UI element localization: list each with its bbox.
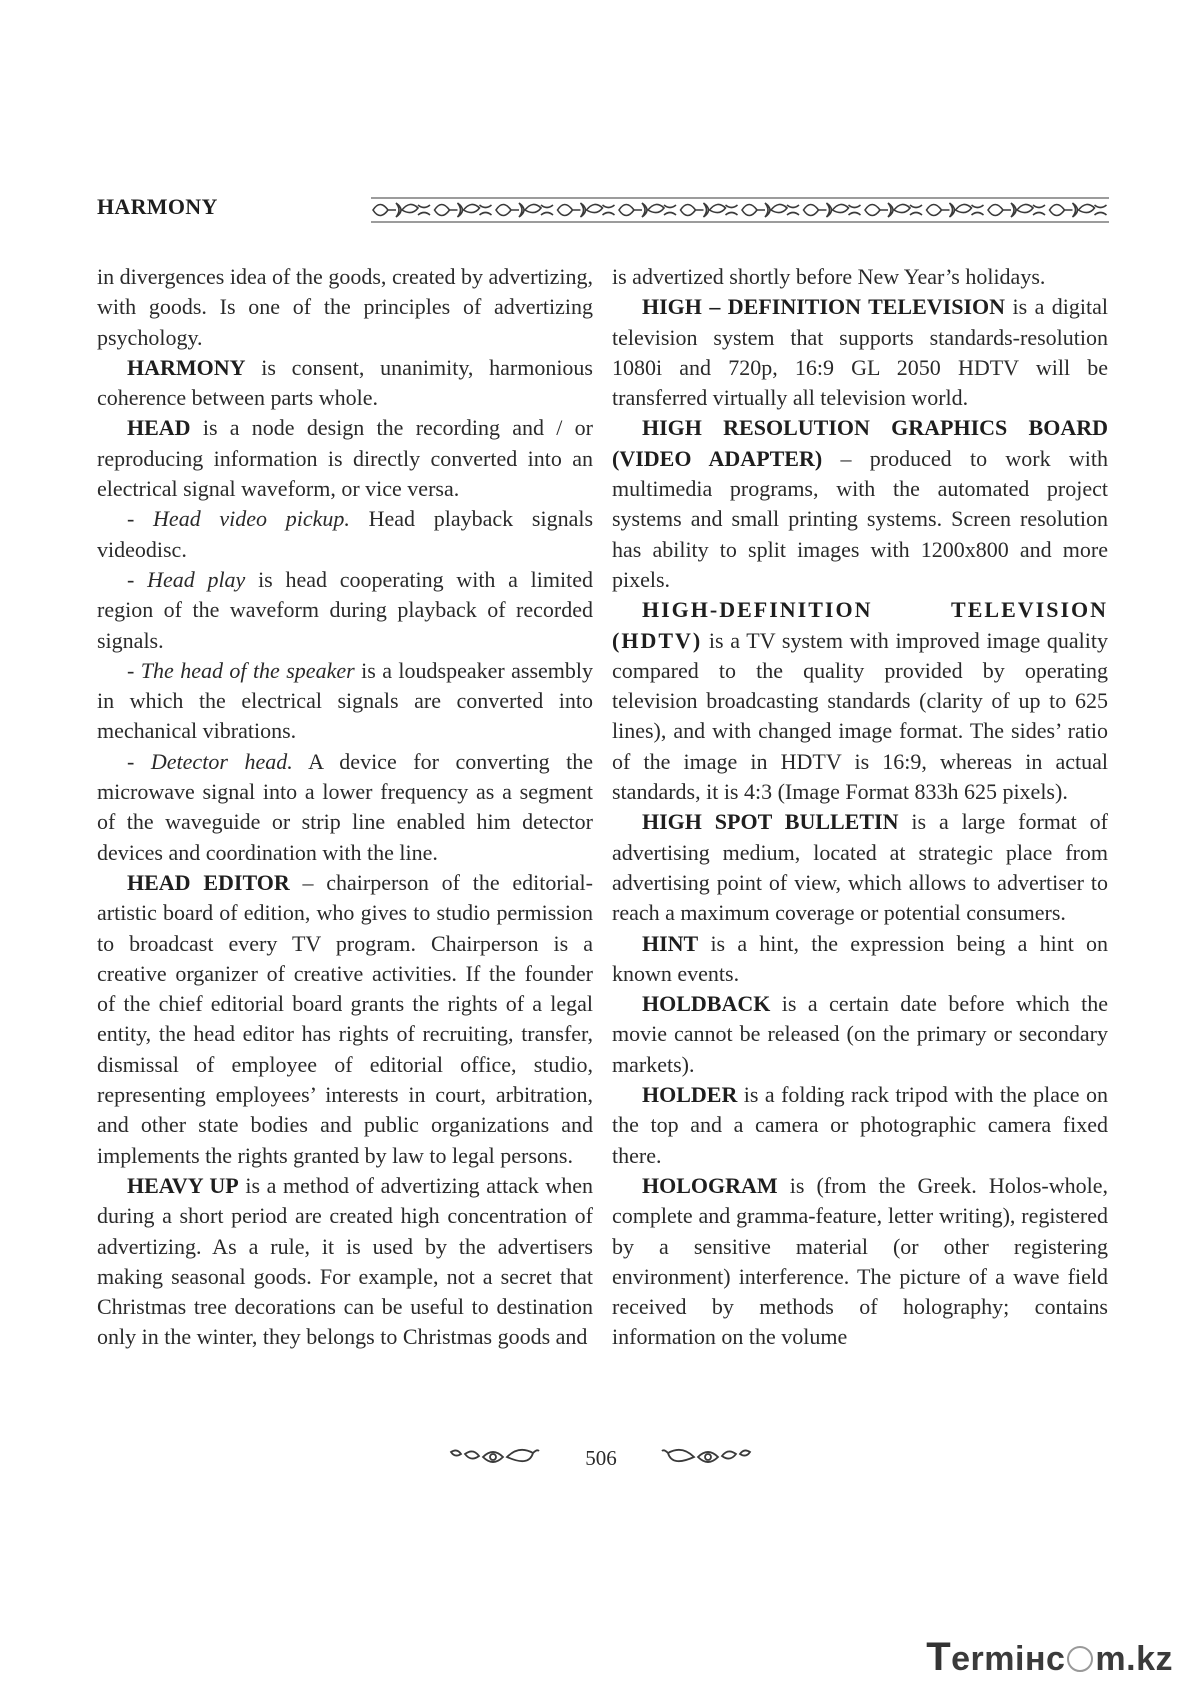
page-header [97, 190, 1109, 230]
entry-paragraph: HOLDER is a folding rack tripod with the place on the top and a camera or photographic camera fixed there. [612, 1082, 1108, 1168]
entry-paragraph: HIGH-DEFINITION TELEVISION (HDTV) is a TV system with improved image quality compared to the quality provided by operating television broadcasting standards (clarity of up to 625 lines), and with changed image format. The sides’ ratio of the image in HDTV is 16:9, whereas in actual standards, it is 4:3 (Image Format 833h 625 pixels). [612, 597, 1108, 805]
page-number: 506 [585, 1446, 617, 1470]
left-column [97, 262, 593, 1353]
entry-subterm: Head video pickup. [153, 506, 350, 532]
watermark-logo: Termінс m.kz [926, 1635, 1173, 1679]
entry-paragraph: HEAVY UP is a method of advertizing attack when during a short period are created high concentration of advertizing. As a rule, it is used by the advertisers making seasonal goods. For example, not a secret that Christmas tree decorations can be useful to destination only in the winter, they belongs to Christmas goods and [97, 1172, 593, 1350]
entry-subterm: Detector head. [150, 748, 293, 774]
entry-subterm: Head play [147, 566, 246, 592]
entry-term: HIGH – DEFINITION TELEVISION [642, 294, 1006, 320]
entry-paragraph: HOLDBACK is a certain date before which the movie cannot be released (on the primary or secondary markets). [612, 991, 1108, 1077]
entry-term: HINT [642, 930, 699, 956]
ornament-border-icon [371, 196, 1109, 224]
entry-paragraph: HIGH RESOLUTION GRAPHICS BOARD (VIDEO ADAPTER) – produced to work with multimedia programs, with the automated project systems and small printing systems. Screen resolution has ability to split images with 1200x800 and more pixels. [612, 415, 1108, 592]
globe-icon [1067, 1646, 1093, 1672]
entry-paragraph: - Head play is head cooperating with a limited region of the waveform during playback of recorded signals. [97, 566, 593, 653]
entry-paragraph: HINT is a hint, the expression being a hint on known events. [612, 930, 1108, 986]
running-head: HARMONY [97, 194, 218, 219]
entry-paragraph: - Detector head. A device for converting the microwave signal into a lower frequency as a segment of the waveguide or strip line enabled him detector devices and coordination with the line. [97, 748, 594, 865]
entry-paragraph: is advertized shortly before New Year’s holidays. [612, 264, 1046, 289]
entry-paragraph: HARMONY is consent, unanimity, harmonious coherence between parts whole. [97, 354, 593, 411]
entry-term: HOLDER [642, 1082, 738, 1108]
page-footer [0, 1440, 1191, 1480]
entry-term: HEAD EDITOR [127, 869, 290, 895]
entry-term: HOLOGRAM [642, 1172, 778, 1198]
entry-term: HEAD [127, 415, 191, 441]
entry-term: HOLDBACK [642, 991, 771, 1017]
entry-subterm: The head of the speaker [140, 657, 355, 683]
entry-paragraph: HOLOGRAM is (from the Greek. Holos-whole, complete and gramma-feature, letter writing), registered by a sensitive material (or other registering environment) interference. The picture of a wave field received by methods of holography; contains information on the volume [612, 1172, 1108, 1350]
entry-term: HIGH-DEFINITION TELEVISION (HDTV) [612, 597, 1108, 653]
entry-paragraph: HIGH – DEFINITION TELEVISION is a digital television system that supports standards-resolution 1080i and 720p, 16:9 GL 2050 HDTV will be transferred virtually all television world. [612, 294, 1108, 411]
footer-ornament-left-icon [447, 1444, 541, 1470]
entry-term: HIGH RESOLUTION GRAPHICS BOARD (VIDEO ADAPTER) [612, 415, 1108, 471]
entry-paragraph: HEAD EDITOR – chairperson of the editorial-artistic board of edition, who gives to studio permission to broadcast every TV program. Chairperson is a creative organizer of creative activities. If the founder of the chief editorial board grants the rights of a legal entity, the head editor has rights of recruiting, transfer, dismissal of employee of editorial office, studio, representing employees’ interests in court, arbitration, and other state bodies and public organizations and implements the rights granted by law to legal persons. [97, 869, 593, 1168]
footer-ornament-right-icon [660, 1444, 754, 1470]
entry-term: HIGH SPOT BULLETIN [642, 809, 899, 835]
entry-paragraph: HIGH SPOT BULLETIN is a large format of advertising medium, located at strategic place from advertising point of view, which allows to advertiser to reach a maximum coverage or potential consumers. [612, 809, 1108, 926]
entry-paragraph: - Head video pickup. Head playback signals videodisc. [97, 506, 594, 562]
entry-paragraph: - The head of the speaker is a loudspeaker assembly in which the electrical signals are converted into mechanical vibrations. [97, 657, 594, 744]
entry-term: HARMONY [127, 354, 246, 380]
entry-term: HEAVY UP [127, 1172, 239, 1198]
entry-paragraph: HEAD is a node design the recording and / or reproducing information is directly converted into an electrical signal waveform, or vice versa. [97, 415, 593, 502]
entry-paragraph: in divergences idea of the goods, created by advertizing, with goods. Is one of the principles of advertizing psychology. [97, 264, 593, 350]
right-column [612, 262, 1108, 1353]
